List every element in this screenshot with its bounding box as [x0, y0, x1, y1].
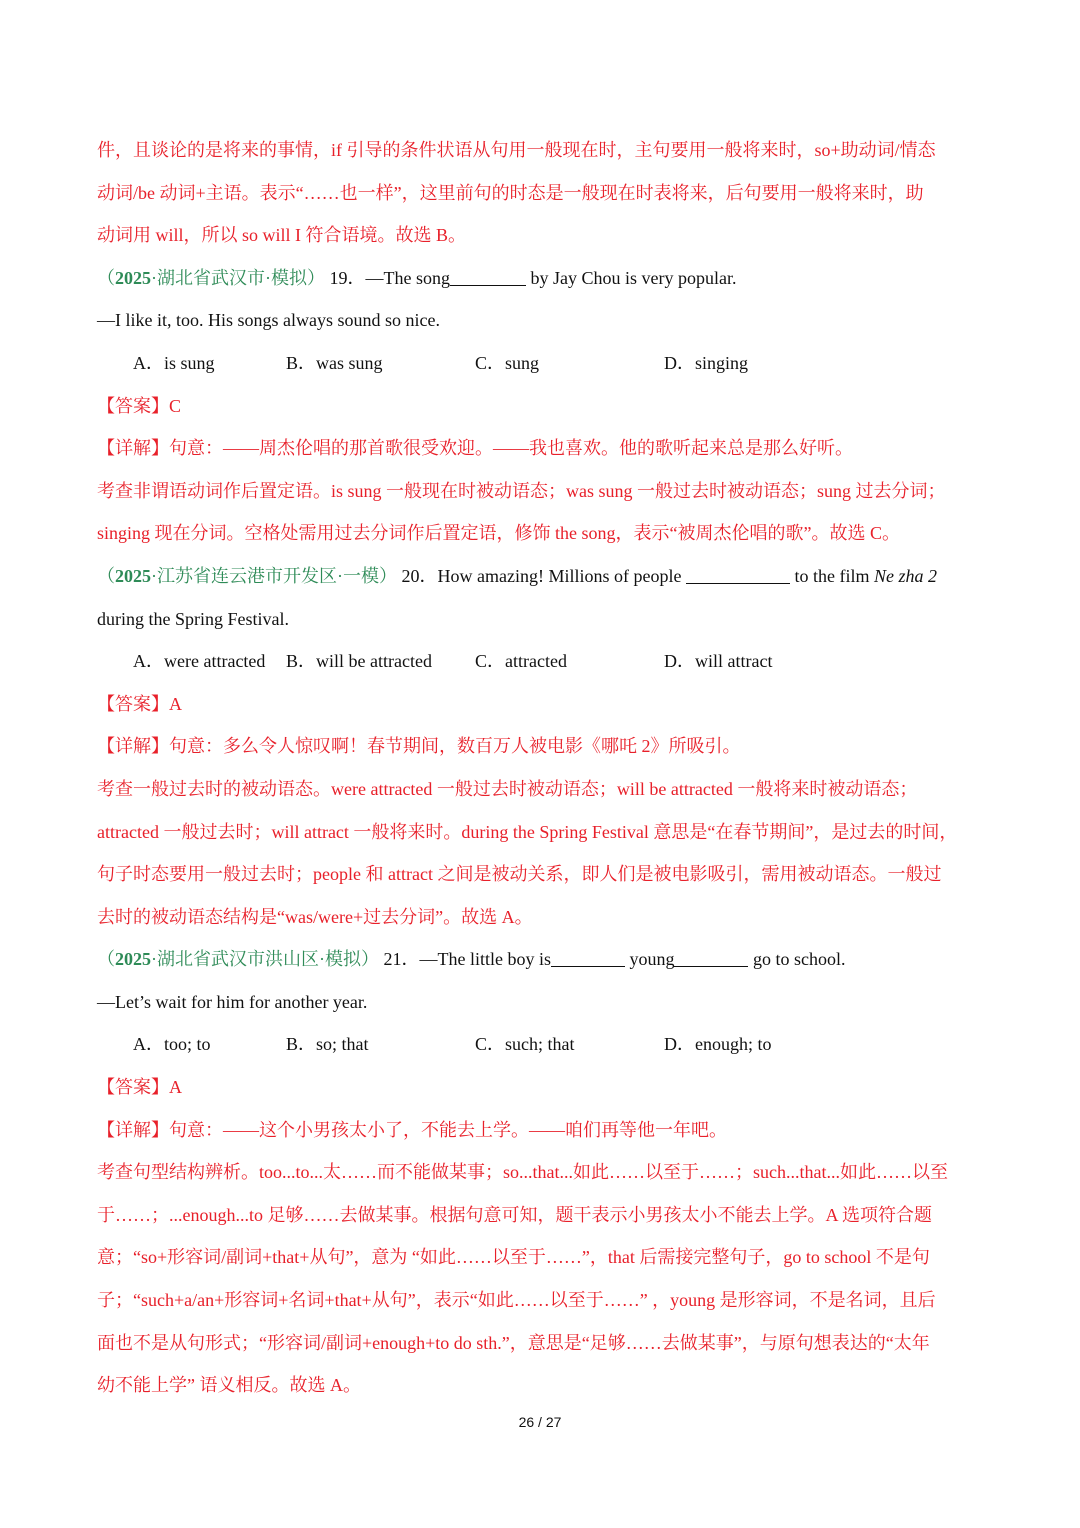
- option-b: B．will be attracted: [286, 651, 432, 672]
- explanation-line: 去时的被动语态结构是“was/were+过去分词”。故选 A。: [97, 906, 533, 927]
- question-20-detail: 【详解】句意：多么令人惊叹啊！春节期间，数百万人被电影《哪吒 2》所吸引。: [97, 736, 741, 757]
- source-tag: （2025·江苏省连云港市开发区·一模）: [97, 565, 397, 586]
- option-c: C．such; that: [475, 1034, 575, 1055]
- explanation-line: 件，且谈论的是将来的事情，if 引导的条件状语从句用一般现在时，主句要用一般将来时，so+助动词/情态: [97, 140, 936, 160]
- explanation-line: 句子时态要用一般过去时；people 和 attract 之间是被动关系，即人们是被电影吸引，需用被动语态。一般过: [97, 864, 942, 885]
- explanation-line: 幼不能上学” 语义相反。故选 A。: [97, 1375, 361, 1396]
- option-c: C．attracted: [475, 651, 567, 672]
- explanation-line: 考查一般过去时的被动语态。were attracted 一般过去时被动语态；will be attracted 一般将来时被动语态；: [97, 778, 918, 799]
- source-tag: （2025·湖北省武汉市·模拟）: [97, 267, 325, 288]
- explanation-line: 考查句型结构辨析。too...to...太……而不能做某事；so...that...如此……以至于……；such...that...如此……以至: [97, 1162, 948, 1183]
- question-20-options: [97, 640, 992, 683]
- question-21-stem: （2025·湖北省武汉市洪山区·模拟） 21．—The little boy is young go to school.: [97, 949, 846, 970]
- question-19-options: [97, 342, 992, 385]
- explanation-line: attracted 一般过去时；will attract 一般将来时。during the Spring Festival 意思是“在春节期间”，是过去的时间，: [97, 821, 958, 842]
- question-21-answer: 【答案】A: [97, 1077, 182, 1098]
- explanation-line: 意；“so+形容词/副词+that+从句”，意为 “如此……以至于……”，that 后需接完整句子，go to school 不是句: [97, 1247, 930, 1268]
- answer-blank: [551, 948, 625, 967]
- question-20-answer: 【答案】A: [97, 693, 182, 714]
- question-19-line2: —I like it, too. His songs always sound so nice.: [97, 310, 440, 331]
- option-d: D．enough; to: [664, 1034, 772, 1055]
- explanation-line: 动词用 will，所以 so will I 符合语境。故选 B。: [97, 225, 467, 246]
- option-c: C．sung: [475, 352, 540, 373]
- question-19-stem: （2025·湖北省武汉市·模拟） 19．—The song by Jay Chou is very popular.: [97, 267, 737, 288]
- question-19-detail: 【详解】句意：——周杰伦唱的那首歌很受欢迎。——我也喜欢。他的歌听起来总是那么好听。: [97, 438, 853, 459]
- option-a: A．too; to: [133, 1034, 211, 1055]
- question-20-line2: during the Spring Festival.: [97, 608, 289, 629]
- explanation-line: 子；“such+a/an+形容词+名词+that+从句”，表示“如此……以至于……” ，young 是形容词，不是名词，且后: [97, 1290, 936, 1311]
- question-19-answer: 【答案】C: [97, 395, 182, 416]
- answer-blank: [450, 267, 526, 286]
- page-content: [97, 129, 992, 1407]
- option-d: D．will attract: [664, 651, 773, 672]
- explanation-line: 考查非谓语动词作后置定语。is sung 一般现在时被动语态；was sung 一般过去时被动语态；sung 过去分词；: [97, 480, 946, 501]
- option-d: D．singing: [664, 352, 749, 373]
- question-21-line2: —Let’s wait for him for another year.: [97, 991, 368, 1012]
- explanation-line: singing 现在分词。空格处需用过去分词作后置定语，修饰 the song，表示“被周杰伦唱的歌”。故选 C。: [97, 523, 900, 544]
- explanation-line: 于……；...enough...to 足够……去做某事。根据句意可知，题干表示小男孩太小不能去上学。A 选项符合题: [97, 1204, 932, 1225]
- answer-blank: [686, 565, 790, 584]
- question-20-stem: （2025·江苏省连云港市开发区·一模） 20．How amazing! Millions of people to the film Ne zha 2: [97, 565, 937, 586]
- option-b: B．so; that: [286, 1034, 369, 1055]
- page-number: 26 / 27: [518, 1414, 562, 1430]
- question-21-options: [97, 1023, 992, 1066]
- option-a: A．were attracted: [133, 651, 266, 672]
- source-tag: （2025·湖北省武汉市洪山区·模拟）: [97, 949, 379, 970]
- answer-blank: [674, 948, 748, 967]
- explanation-line: 面也不是从句形式；“形容词/副词+enough+to do sth.”，意思是“足够……去做某事”，与原句想表达的“太年: [97, 1332, 930, 1353]
- option-a: A．is sung: [133, 352, 215, 373]
- explanation-line: 动词/be 动词+主语。表示“……也一样”，这里前句的时态是一般现在时表将来，后句要用一般将来时，助: [97, 182, 924, 203]
- option-b: B．was sung: [286, 352, 383, 373]
- question-21-detail: 【详解】句意：——这个小男孩太小了，不能去上学。——咱们再等他一年吧。: [97, 1119, 727, 1140]
